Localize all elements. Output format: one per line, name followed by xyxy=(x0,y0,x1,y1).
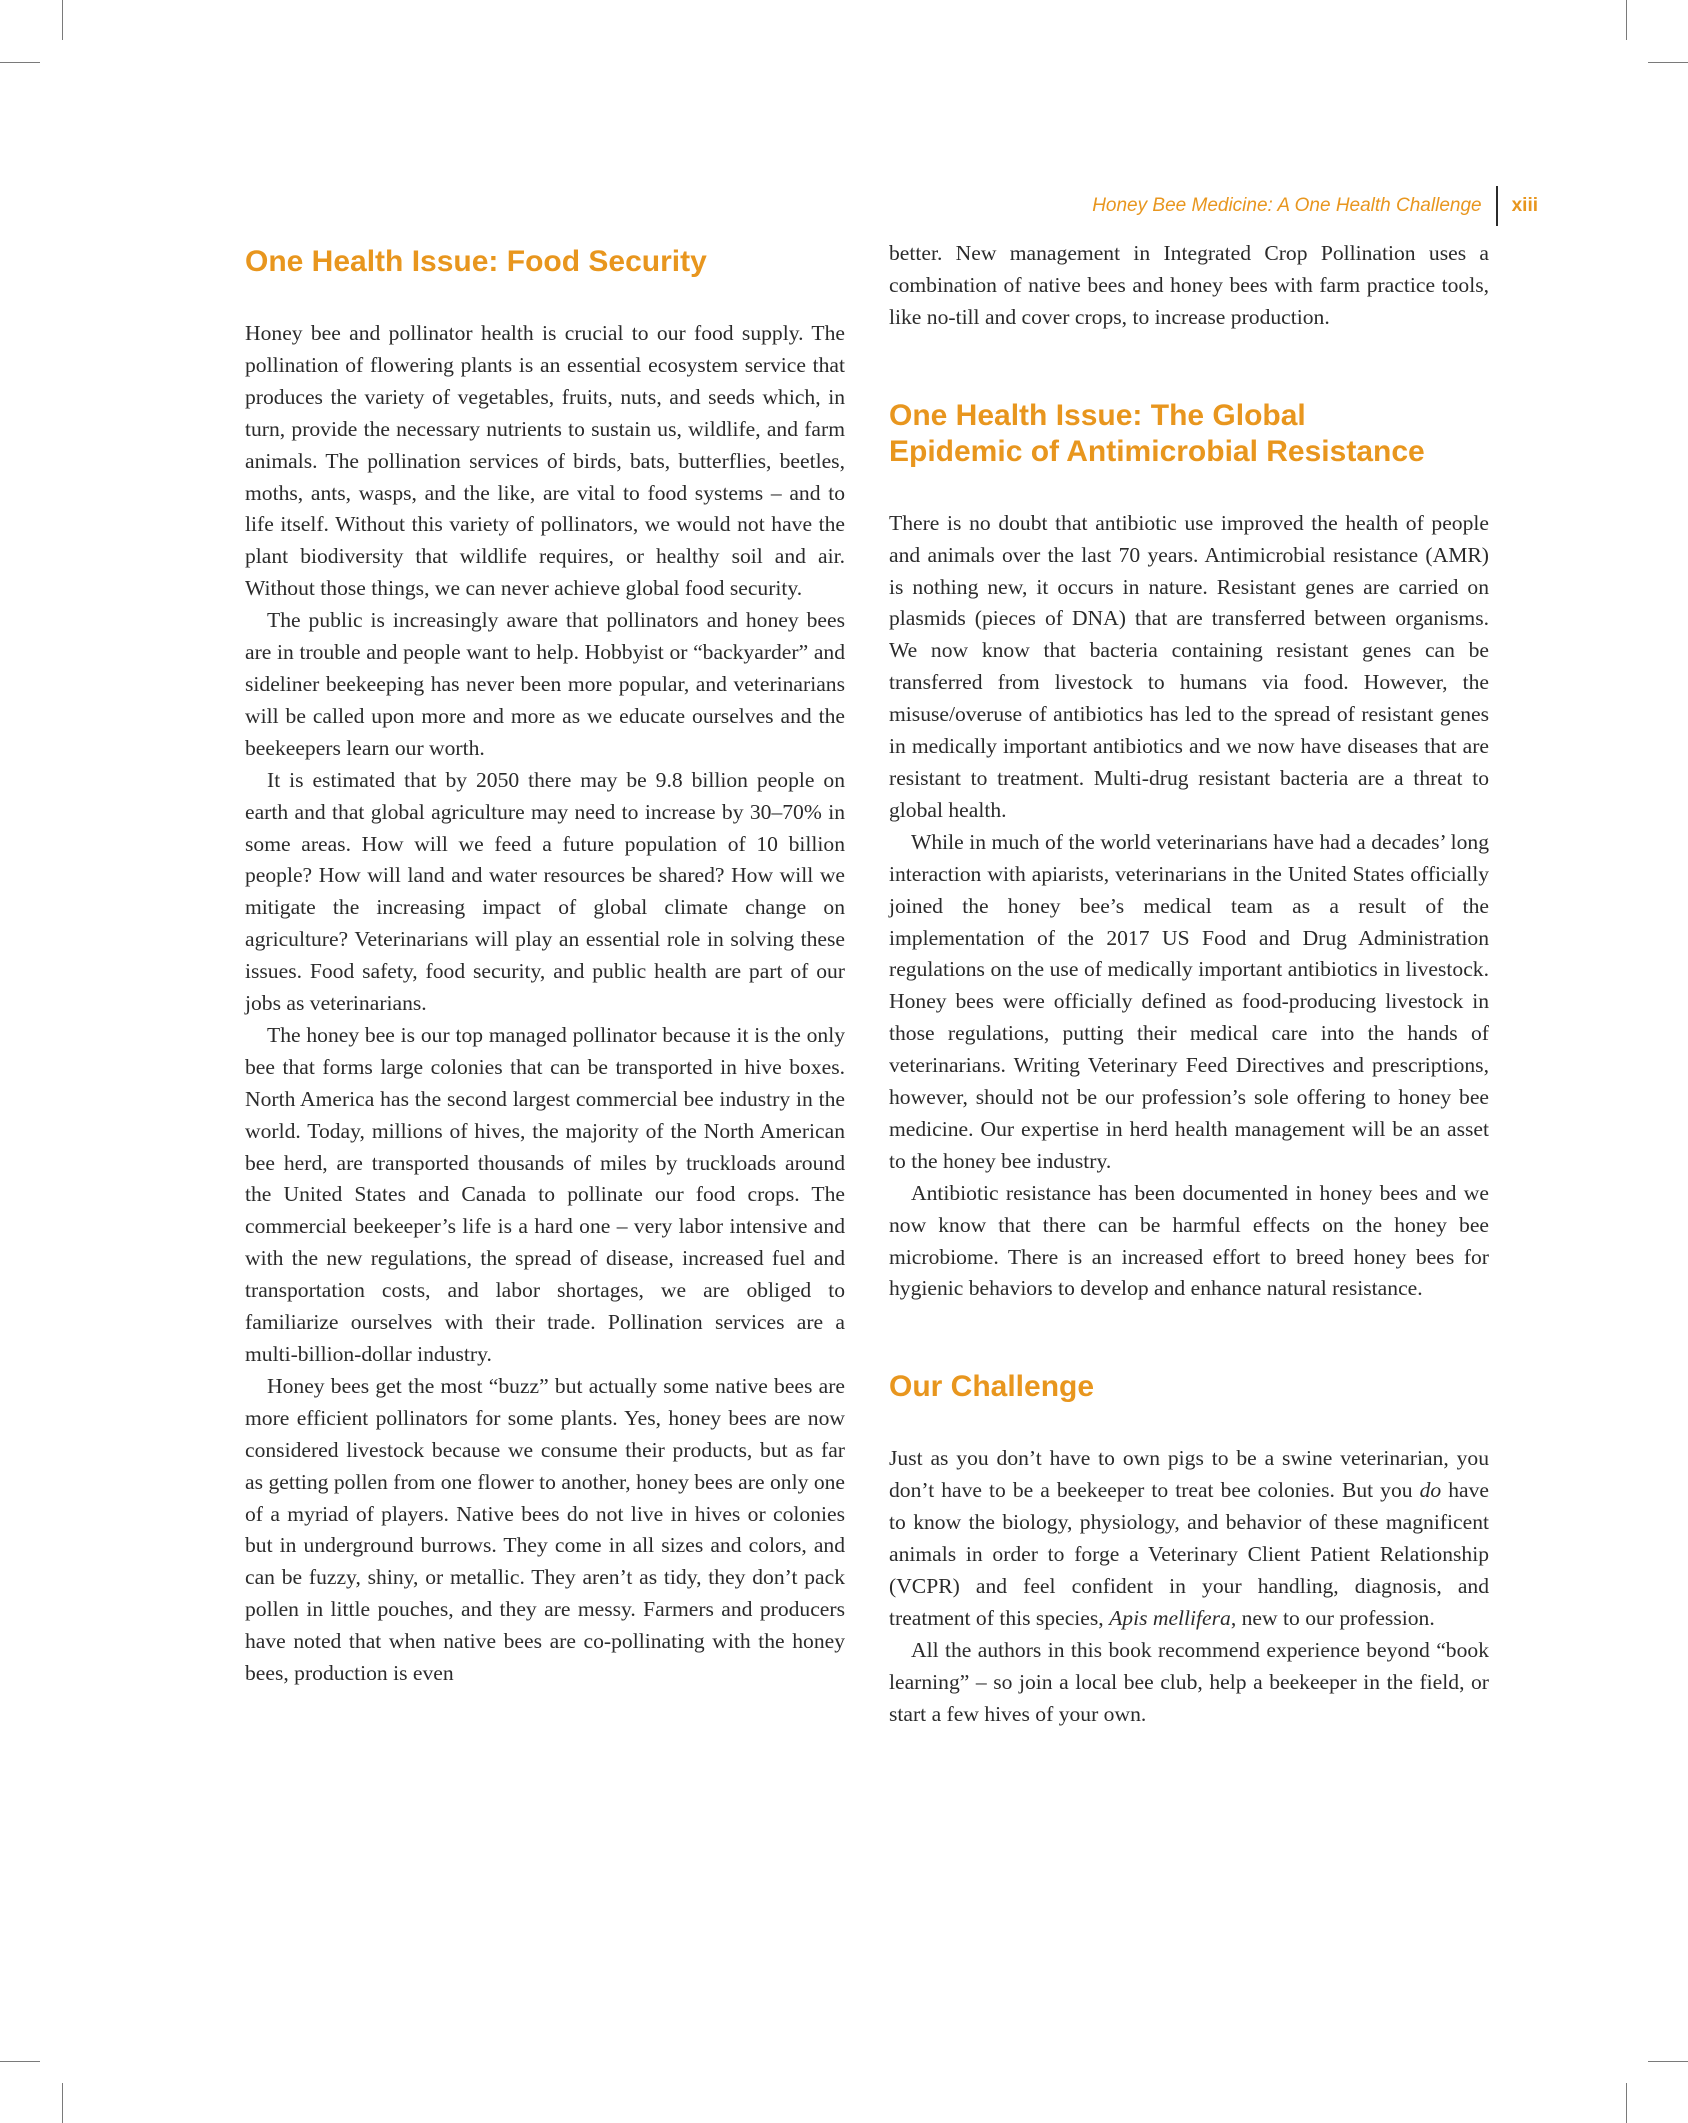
body-paragraph: Honey bee and pollinator health is crucial to our food supply. The pollination of flowering plants is an essential ecosystem service that produces the variety of vegetables, fruits, nuts, and seeds which, in turn, provide the necessary nutrients to sustain us, wildlife, and farm animals. The pollination services of birds, bats, butterflies, beetles, moths, ants, wasps, and the like, are vital to food systems – and to life itself. Without this variety of pollinators, we would not have the plant biodiversity that wildlife requires, or healthy soil and air. Without those things, we can never achieve global food security. xyxy=(245,321,845,601)
body-paragraph: All the authors in this book recommend experience beyond “book learning” – so join a local bee club, help a beekeeper in the field, or start a few hives of your own. xyxy=(889,1637,1489,1726)
right-column xyxy=(889,238,1489,1731)
section-heading-amr xyxy=(889,398,1489,470)
section-heading-our-challenge: Our Challenge xyxy=(889,1370,1095,1404)
body-paragraph: Antibiotic resistance has been documented in honey bees and we now know that there can be harmful effects on the honey bee microbiome. There is an increased effort to breed honey bees for hygienic behaviors to develop and enhance natural resistance. xyxy=(889,1180,1489,1301)
left-column xyxy=(245,238,845,1690)
text-run: Just as you don’t have to own pigs to be a swine veterinarian, you don’t have to be a beekeeper to treat bee colonies. But you xyxy=(889,1446,1489,1503)
section-heading-amr-line2: Epidemic of Antimicrobial Resistance xyxy=(889,434,1425,468)
body-paragraph-continuation: better. New management in Integrated Crop Pollination uses a combination of native bees and honey bees with farm practice tools, like no-till and cover crops, to increase production. xyxy=(889,241,1489,329)
crop-mark xyxy=(1648,62,1688,63)
text-run: have to know the biology, physiology, and behavior of these magnificent animals in order to forge a Veterinary Client Patient Relationship (VCPR) and feel confident in your handling, diagnosis, and treatment of this species, xyxy=(889,1478,1489,1630)
running-head xyxy=(1092,186,1538,226)
body-paragraph: It is estimated that by 2050 there may be 9.8 billion people on earth and that global agriculture may need to increase by 30–70% in some areas. How will we feed a future population of 10 billion people? How will land and water resources be shared? How will we mitigate the increasing impact of global climate change on agriculture? Veterinarians will play an essential role in solving these issues. Food safety, food security, and public health are part of our jobs as veterinarians. xyxy=(245,767,845,1016)
emphasis-text: do xyxy=(1419,1478,1442,1503)
body-paragraph: The honey bee is our top managed pollinator because it is the only bee that forms large colonies that can be transported in hive boxes. North America has the second largest commercial bee industry in the world. Today, millions of hives, the majority of the North American bee herd, are transported thousands of miles by truckloads around the United States and Canada to pollinate our food crops. The commercial beekeeper’s life is a hard one – very labor intensive and with the new regulations, the spread of disease, increased fuel and transportation costs, and labor shortages, we are obliged to familiarize ourselves with their trade. Pollination services are a multi-billion-dollar industry. xyxy=(245,1022,845,1366)
section-heading-amr-line1: One Health Issue: The Global xyxy=(889,398,1306,432)
crop-mark xyxy=(0,62,40,63)
body-paragraph: While in much of the world veterinarians have had a decades’ long interaction with apiarists, veterinarians in the United States officially joined the honey bee’s medical team as a result of the implementation of the 2017 US Food and Drug Administration regulations on the use of medically important antibiotics in livestock. Honey bees were officially defined as food-producing livestock in those regulations, putting their medical care into the hands of veterinarians. Writing Veterinary Feed Directives and prescriptions, however, should not be our profession’s sole offering to honey bee medicine. Our expertise in herd health management will be an asset to the honey bee industry. xyxy=(889,829,1489,1173)
crop-mark xyxy=(0,2061,40,2062)
crop-mark xyxy=(1626,2083,1627,2123)
page-number: xiii xyxy=(1511,195,1538,216)
species-name: Apis mellifera xyxy=(1109,1605,1231,1630)
body-paragraph: The public is increasingly aware that pollinators and honey bees are in trouble and people want to help. Hobbyist or “backyarder” and sideliner beekeeping has never been more popular, and veterinarians will be called upon more and more as we educate ourselves and the beekeepers learn our worth. xyxy=(245,608,845,760)
crop-mark xyxy=(1626,0,1627,40)
crop-mark xyxy=(62,2083,63,2123)
crop-mark xyxy=(1648,2061,1688,2062)
body-paragraph xyxy=(889,1443,1489,1634)
running-head-divider xyxy=(1496,186,1498,226)
section-heading-food-security: One Health Issue: Food Security xyxy=(245,245,707,278)
running-head-title: Honey Bee Medicine: A One Health Challenge xyxy=(1092,195,1482,216)
crop-mark xyxy=(62,0,63,40)
text-run: , new to our profession. xyxy=(1230,1605,1435,1630)
body-paragraph: Honey bees get the most “buzz” but actually some native bees are more efficient pollinators for some plants. Yes, honey bees are now considered livestock because we consume their products, but as far as getting pollen from one flower to another, honey bees are only one of a myriad of players. Native bees do not live in hives or colonies but in underground burrows. They come in all sizes and colors, and can be fuzzy, shiny, or metallic. They aren’t as tidy, they don’t pack pollen in little pouches, and they are messy. Farmers and producers have noted that when native bees are co-pollinating with the honey bees, production is even xyxy=(245,1373,845,1686)
body-paragraph: There is no doubt that antibiotic use improved the health of people and animals over the last 70 years. Antimicrobial resistance (AMR) is nothing new, it occurs in nature. Resistant genes are carried on plasmids (pieces of DNA) that are transferred between organisms. We now know that bacteria containing resistant genes can be transferred from livestock to humans via food. However, the misuse/overuse of antibiotics has led to the spread of resistant genes in medically important antibiotics and we now have diseases that are resistant to treatment. Multi-drug resistant bacteria are a threat to global health. xyxy=(889,510,1489,822)
